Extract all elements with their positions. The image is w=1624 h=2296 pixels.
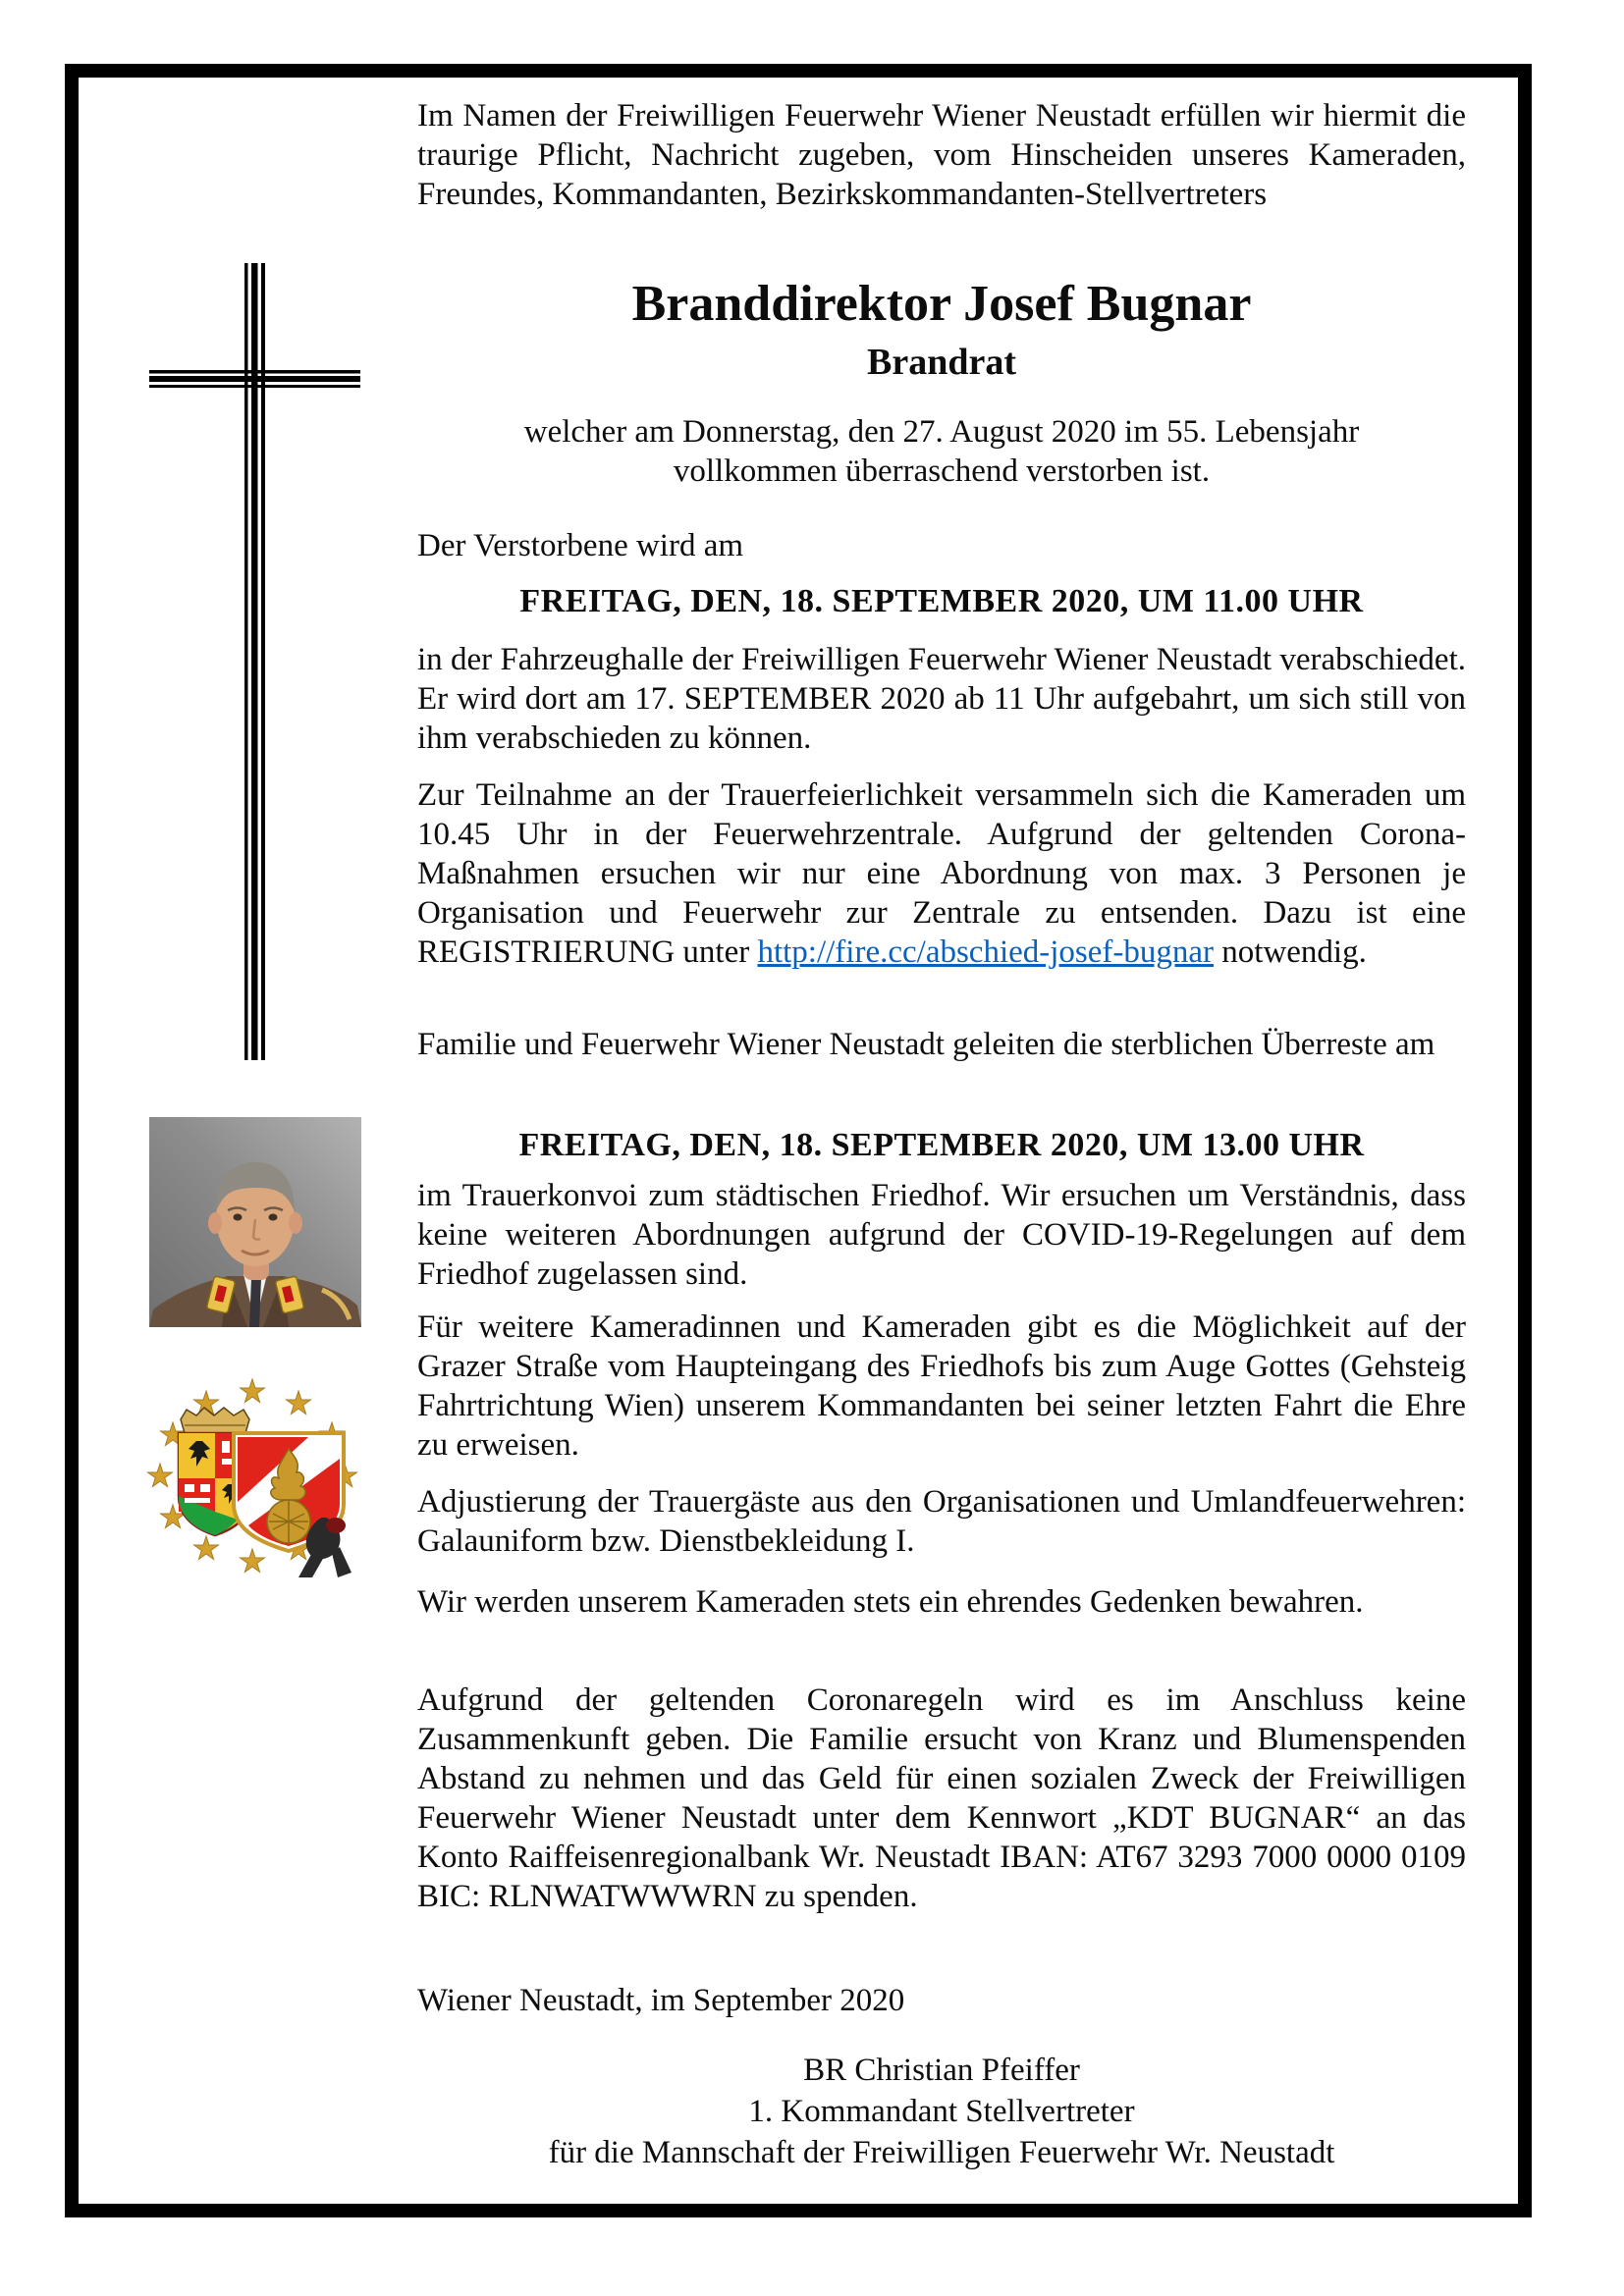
mourning-cross-icon [147,261,363,1062]
route-paragraph: Für weitere Kameradinnen und Kameraden gibt es die Möglichkeit auf der Grazer Straße vom Haupteingang des Friedhofs bis zum Auge Gottes (Gehsteig Fahrtrichtung Wien) unserem Kommandanten bei seiner letzten Fahrt die Ehre zu erweisen. [417,1309,1466,1463]
place-and-date-line: Wiener Neustadt, im September 2020 [417,1983,905,2018]
signature-role: 1. Kommandant Stellvertreter [748,2094,1135,2129]
convoy-paragraph: im Trauerkonvoi zum städtischen Friedhof. Wir ersuchen um Verständnis, dass keine weiteren Abordnungen aufgrund der COVID-19-Regelungen auf dem Friedhof zugelassen sind. [417,1178,1466,1292]
intro-paragraph: Im Namen der Freiwilligen Feuerwehr Wiener Neustadt erfüllen wir hiermit die traurige Pflicht, Nachricht zugeben, vom Hinscheiden unseres Kameraden, Freundes, Kommandanten, Bezirkskommandanten-Stellvertreters [417,98,1466,212]
signature-name: BR Christian Pfeiffer [803,2053,1080,2088]
funeral-date-heading: FREITAG, DEN, 18. SEPTEMBER 2020, UM 13.00 UHR [518,1127,1365,1163]
deceased-name-title: Branddirektor Josef Bugnar [631,276,1252,332]
registration-link[interactable]: http://fire.cc/abschied-josef-bugnar [757,934,1215,970]
remembrance-paragraph: Wir werden unserem Kameraden stets ein ehrendes Gedenken bewahren. [417,1584,1364,1620]
deceased-rank: Brandrat [867,342,1016,383]
participation-text-before-link: Zur Teilnahme an der Trauerfeierlichkeit versammeln sich die Kameraden um 10.45 Uhr in der Feuerwehrzentrale. Aufgrund der geltenden Corona-Maßnahmen ersuchen wir nur eine Abordnung von max. 3 Personen je Organisation und Feuerwehr zur Zentrale zu entsenden. Dazu ist eine REGISTRIERUNG unter [417,777,1466,970]
death-statement-line2: vollkommen überraschend verstorben ist. [673,454,1211,489]
family-escort-paragraph: Familie und Feuerwehr Wiener Neustadt geleiten die sterblichen Überreste am [417,1027,1435,1062]
signature-for-line: für die Mannschaft der Freiwilligen Feuerwehr Wr. Neustadt [548,2135,1335,2170]
participation-text-after-link: notwendig. [1214,934,1367,970]
deceased-portrait-photo [149,1117,361,1327]
donation-paragraph: Aufgrund der geltenden Coronaregeln wird es im Anschluss keine Zusammenkunft geben. Die Familie ersucht von Kranz und Blumenspenden Abstand zu nehmen und das Geld für einen sozialen Zweck der Freiwilligen Feuerwehr Wiener Neustadt unter dem Kennwort „KDT BUGNAR“ an das Konto Raiffeisenregionalbank Wr. Neustadt IBAN: AT67 3293 7000 0000 0109 BIC: RLNWATWWWRN zu spenden. [417,1682,1466,1914]
farewell-date-heading: FREITAG, DEN, 18. SEPTEMBER 2020, UM 11.00 UHR [519,583,1364,619]
farewell-location-paragraph: in der Fahrzeughalle der Freiwilligen Feuerwehr Wiener Neustadt verabschiedet. Er wird dort am 17. SEPTEMBER 2020 ab 11 Uhr aufgebahrt, um sich still von ihm verabschieden zu können. [417,642,1466,756]
death-statement-line1: welcher am Donnerstag, den 27. August 2020 im 55. Lebensjahr [523,414,1360,450]
participation-paragraph [417,775,1466,972]
death-statement [417,412,1466,491]
farewell-lead: Der Verstorbene wird am [417,528,744,563]
fire-brigade-memorial-emblem [143,1376,361,1577]
dress-code-paragraph: Adjustierung der Trauergäste aus den Organisationen und Umlandfeuerwehren: Galauniform bzw. Dienstbekleidung I. [417,1484,1466,1559]
signature-block [417,2050,1466,2173]
